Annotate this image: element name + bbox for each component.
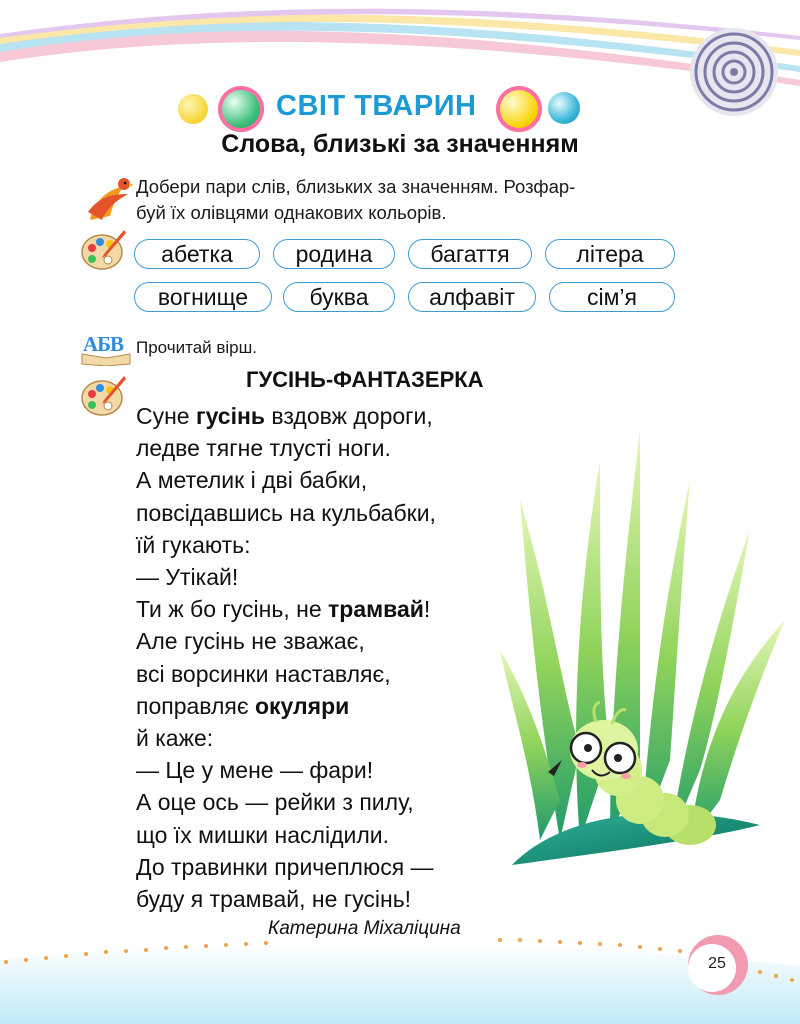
poem-line-text: їй гукають:	[136, 531, 251, 558]
bottom-band	[0, 930, 800, 1024]
task1-instruction-line1: Добери пари слів, близьких за значенням. Розфар-	[136, 176, 576, 197]
task1-instruction-line2: буй їх олівцями однакових кольорів.	[136, 202, 447, 223]
page-subtitle: Слова, близькі за значенням	[221, 130, 579, 158]
poem-line-text: всі ворсинки наставляє,	[136, 660, 391, 687]
poem-body	[136, 400, 556, 915]
poem-line	[136, 497, 556, 529]
word-box[interactable]: сім’я	[549, 282, 675, 312]
word-box[interactable]: алфавіт	[408, 282, 536, 312]
poem-line-bold-word: окуляри	[254, 692, 350, 719]
poem-line-text: — Утікай!	[136, 564, 239, 591]
poem-line	[136, 883, 556, 915]
poem-line-text: Але гусінь не зважає,	[136, 628, 365, 655]
poem-line-text: А оце ось — рейки з пилу,	[136, 789, 414, 816]
poem-line-text: Ти ж бо гусінь, не	[136, 596, 328, 623]
poem-line-text: До травинки причеплюся —	[136, 853, 434, 880]
poem-line	[136, 786, 556, 818]
word-box[interactable]: літера	[545, 239, 675, 269]
abv-letters: АБВ	[83, 332, 124, 356]
poem-line-text: й каже:	[136, 725, 214, 752]
decor-ball-yellow-right	[496, 86, 542, 132]
section-title: СВІТ ТВАРИН	[276, 90, 477, 122]
poem-line-text: буду я трамвай, не гусінь!	[136, 886, 412, 913]
poem-line	[136, 690, 556, 722]
poem-line-text-end: вздовж дороги,	[265, 403, 433, 429]
spiral-icon	[686, 24, 782, 120]
poem-line	[136, 722, 556, 754]
task2-instruction: Прочитай вірш.	[136, 338, 258, 357]
poem-line	[136, 819, 556, 851]
poem-author: Катерина Міхаліцина	[268, 918, 461, 939]
poem-line-text: ледве тягне тлусті ноги.	[136, 435, 391, 462]
page-number: 25	[708, 955, 726, 972]
poem-line-text: що їх мишки наслідили.	[136, 821, 389, 848]
word-box[interactable]: багаття	[408, 239, 532, 269]
poem-line	[136, 561, 556, 593]
poem-line-text: — Це у мене — фари!	[136, 757, 374, 784]
poem-title: ГУСІНЬ-ФАНТАЗЕРКА	[246, 367, 484, 392]
word-box[interactable]: абетка	[134, 239, 260, 269]
poem-line-text: Суне	[136, 403, 196, 429]
bird-icon	[80, 172, 134, 226]
task1-instruction	[136, 174, 696, 226]
poem-line-bold-word: гусінь	[196, 403, 266, 429]
word-box[interactable]: вогнище	[134, 282, 272, 312]
poem-line	[136, 658, 556, 690]
decor-ball-green-left	[218, 86, 264, 132]
decor-ball-blue-right	[548, 92, 580, 124]
word-box[interactable]: родина	[273, 239, 395, 269]
decor-ball-yellow-left	[178, 94, 208, 124]
poem-line-text: А метелик і дві бабки,	[136, 467, 368, 494]
poem-line	[136, 432, 556, 464]
poem-line	[136, 400, 556, 432]
abv-book-icon	[80, 330, 132, 366]
poem-line	[136, 851, 556, 883]
palette-icon	[80, 228, 126, 272]
poem-line	[136, 529, 556, 561]
caterpillar-illustration	[500, 420, 800, 880]
poem-line-text: поправляє	[136, 692, 255, 719]
palette-icon	[80, 374, 126, 418]
poem-line	[136, 464, 556, 496]
poem-line-text-end: !	[423, 596, 431, 623]
poem-line	[136, 593, 556, 625]
poem-line-bold-word: трамвай	[328, 596, 424, 623]
poem-line	[136, 625, 556, 657]
poem-line	[136, 754, 556, 786]
poem-line-text: повсідавшись на кульбабки,	[136, 499, 436, 526]
word-box[interactable]: буква	[283, 282, 395, 312]
